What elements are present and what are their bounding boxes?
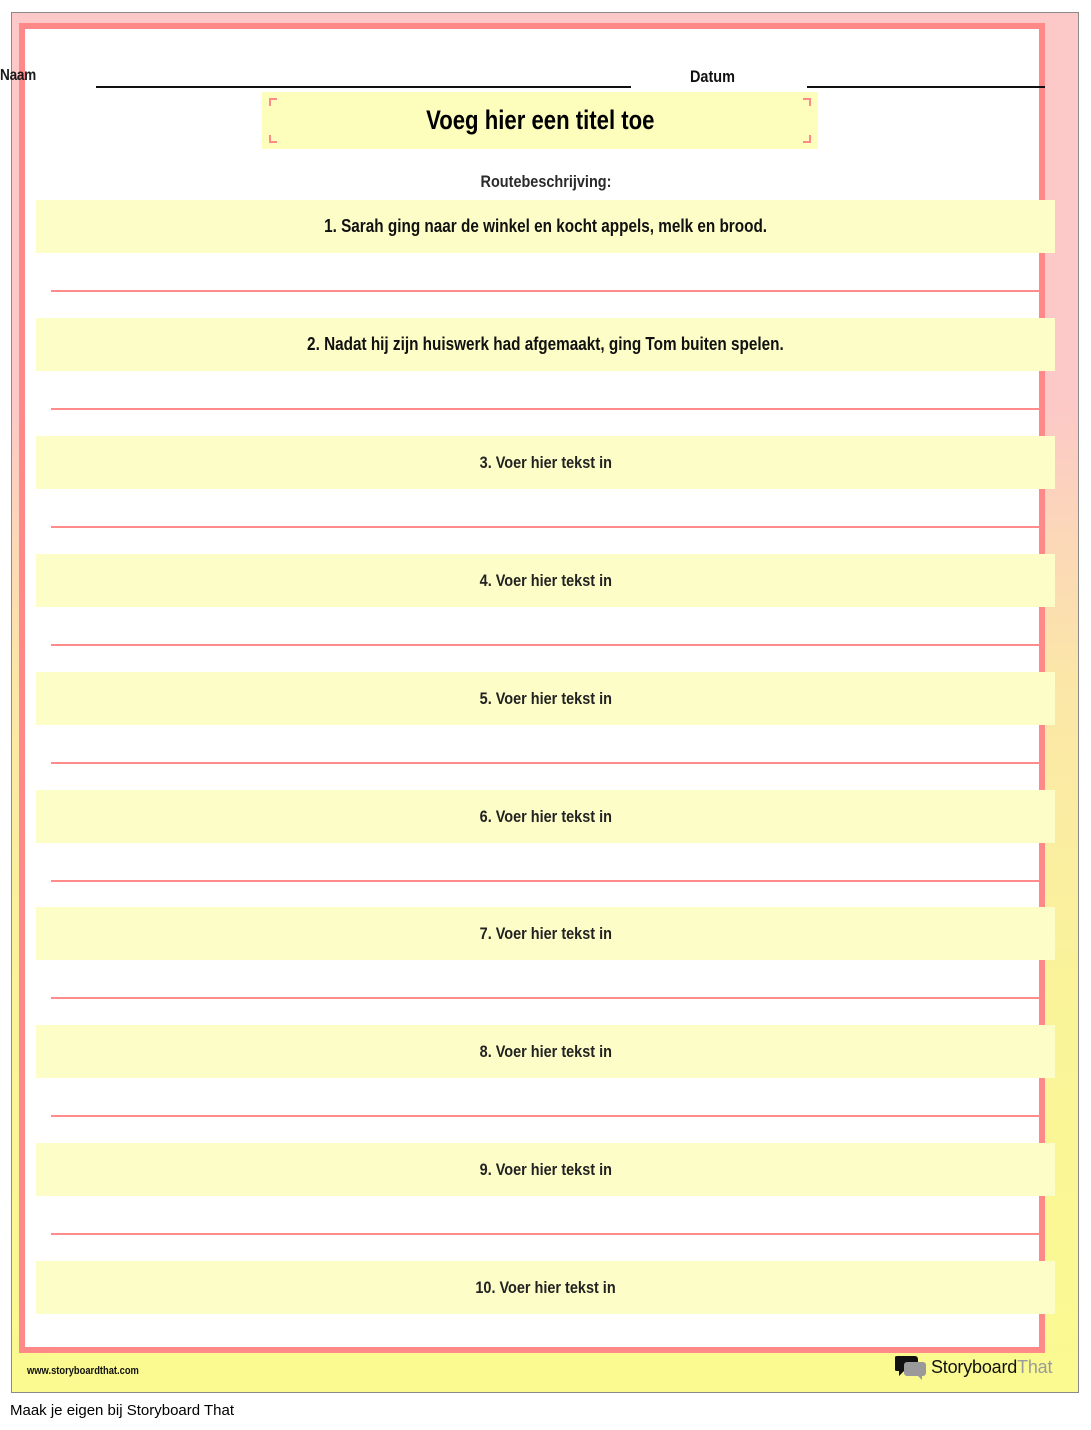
item-text: 8. Voer hier tekst in (479, 1041, 612, 1061)
item-band[interactable] (36, 790, 1055, 843)
item-band[interactable] (36, 1143, 1055, 1196)
item-text: 1. Sarah ging naar de winkel en kocht appels, melk en brood. (324, 216, 767, 236)
corner-mark (803, 135, 811, 143)
item-text: 5. Voer hier tekst in (479, 688, 612, 708)
item-text: 2. Nadat hij zijn huiswerk had afgemaakt, ging Tom buiten spelen. (307, 334, 784, 354)
item-text: 4. Voer hier tekst in (479, 570, 612, 590)
speech-bubbles-icon (895, 1354, 927, 1380)
logo-word-storyboard: Storyboard (931, 1356, 1018, 1377)
logo-word-that: That (1017, 1356, 1053, 1377)
item-band[interactable] (36, 554, 1055, 607)
name-field-line[interactable] (96, 86, 631, 88)
corner-mark (269, 135, 277, 143)
worksheet-title: Voeg hier een titel toe (425, 105, 655, 135)
item-band[interactable] (36, 200, 1055, 253)
corner-mark (803, 98, 811, 106)
answer-line[interactable] (51, 762, 1043, 764)
answer-line[interactable] (51, 1233, 1043, 1235)
item-text: 7. Voer hier tekst in (479, 923, 612, 943)
item-band[interactable] (36, 1025, 1055, 1078)
subtitle (36, 172, 1055, 192)
answer-line[interactable] (51, 290, 1043, 292)
footer-url: www.storyboardthat.com (27, 1365, 139, 1377)
name-label: Naam (0, 67, 37, 84)
item-band[interactable] (36, 436, 1055, 489)
storyboardthat-logo (895, 1354, 1052, 1380)
item-band[interactable] (36, 672, 1055, 725)
corner-mark (269, 98, 277, 106)
date-label: Datum (690, 67, 735, 86)
item-text: 10. Voer hier tekst in (475, 1277, 616, 1297)
answer-line[interactable] (51, 1115, 1043, 1117)
item-text: 9. Voer hier tekst in (479, 1159, 612, 1179)
item-text: 3. Voer hier tekst in (479, 452, 612, 472)
answer-line[interactable] (51, 1351, 1043, 1353)
item-band[interactable] (36, 907, 1055, 960)
answer-line[interactable] (51, 997, 1043, 999)
date-field-line[interactable] (807, 86, 1045, 88)
item-band[interactable] (36, 318, 1055, 371)
subtitle-text: Routebeschrijving: (480, 172, 611, 191)
item-text: 6. Voer hier tekst in (479, 806, 612, 826)
answer-line[interactable] (51, 880, 1043, 882)
item-band[interactable] (36, 1261, 1055, 1314)
answer-line[interactable] (51, 526, 1043, 528)
answer-line[interactable] (51, 408, 1043, 410)
footer-caption[interactable]: Maak je eigen bij Storyboard That (10, 1402, 235, 1419)
answer-line[interactable] (51, 644, 1043, 646)
title-box[interactable] (262, 92, 818, 149)
